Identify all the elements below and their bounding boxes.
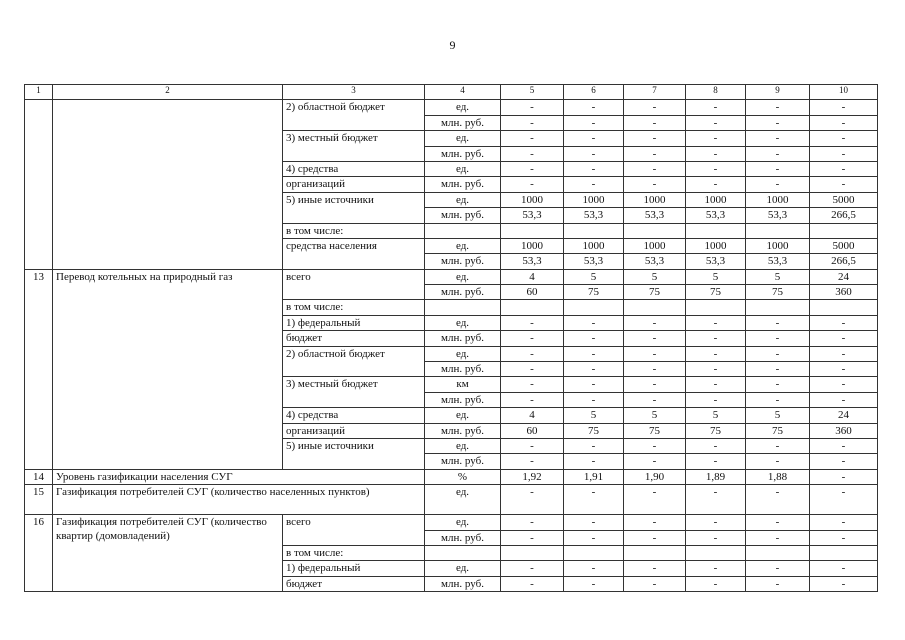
- value-cell: -: [810, 161, 878, 176]
- value-cell: 5: [746, 408, 810, 423]
- empty-cell: [564, 300, 624, 315]
- source-cell: бюджет: [283, 576, 425, 591]
- value-cell: -: [564, 146, 624, 161]
- unit-cell: ед.: [425, 485, 501, 515]
- source-cell: 3) местный бюджет: [283, 131, 425, 162]
- value-cell: -: [624, 177, 686, 192]
- value-cell: -: [624, 362, 686, 377]
- value-cell: -: [686, 315, 746, 330]
- row-name-cell: Газификация потребителей СУГ (количество населенных пунктов): [53, 485, 425, 515]
- value-cell: 60: [501, 285, 564, 300]
- source-cell: средства населения: [283, 238, 425, 269]
- value-cell: -: [624, 315, 686, 330]
- source-cell: 5) иные источники: [283, 438, 425, 469]
- unit-cell: млн. руб.: [425, 208, 501, 223]
- row-number-cell: 15: [25, 485, 53, 515]
- unit-cell: ед.: [425, 315, 501, 330]
- value-cell: -: [501, 377, 564, 392]
- unit-cell: млн. руб.: [425, 285, 501, 300]
- empty-cell: [564, 545, 624, 560]
- unit-cell: ед.: [425, 515, 501, 530]
- value-cell: -: [686, 515, 746, 530]
- value-cell: 4: [501, 269, 564, 284]
- value-cell: 1,89: [686, 469, 746, 484]
- source-cell: 3) местный бюджет: [283, 377, 425, 408]
- value-cell: -: [624, 131, 686, 146]
- unit-cell: ед.: [425, 131, 501, 146]
- value-cell: -: [501, 530, 564, 545]
- value-cell: 53,3: [624, 254, 686, 269]
- page-number: 9: [449, 38, 456, 52]
- empty-cell: [624, 300, 686, 315]
- value-cell: 1000: [501, 192, 564, 207]
- value-cell: 53,3: [564, 208, 624, 223]
- value-cell: 360: [810, 423, 878, 438]
- source-cell: в том числе:: [283, 545, 425, 560]
- value-cell: -: [810, 576, 878, 591]
- value-cell: -: [746, 177, 810, 192]
- unit-cell: ед.: [425, 438, 501, 453]
- value-cell: -: [564, 377, 624, 392]
- source-cell: всего: [283, 269, 425, 300]
- value-cell: -: [501, 331, 564, 346]
- empty-cell: [810, 223, 878, 238]
- empty-cell: [425, 223, 501, 238]
- value-cell: -: [564, 161, 624, 176]
- value-cell: -: [746, 530, 810, 545]
- value-cell: -: [624, 454, 686, 469]
- value-cell: 75: [686, 423, 746, 438]
- value-cell: -: [564, 485, 624, 515]
- empty-cell: [746, 300, 810, 315]
- value-cell: -: [746, 485, 810, 515]
- value-cell: 53,3: [624, 208, 686, 223]
- value-cell: -: [746, 115, 810, 130]
- value-cell: -: [564, 331, 624, 346]
- value-cell: -: [564, 561, 624, 576]
- table-row: [25, 515, 878, 530]
- value-cell: -: [686, 530, 746, 545]
- value-cell: -: [686, 561, 746, 576]
- row-name-cell: Перевод котельных на природный газ: [53, 269, 283, 469]
- value-cell: -: [686, 177, 746, 192]
- source-cell: организаций: [283, 177, 425, 192]
- value-cell: -: [686, 131, 746, 146]
- empty-cell: [746, 223, 810, 238]
- value-cell: -: [624, 438, 686, 453]
- value-cell: -: [564, 115, 624, 130]
- empty-cell: [501, 300, 564, 315]
- value-cell: -: [501, 177, 564, 192]
- value-cell: -: [501, 362, 564, 377]
- row-name-cell: [53, 100, 283, 269]
- value-cell: 1,90: [624, 469, 686, 484]
- value-cell: 360: [810, 285, 878, 300]
- value-cell: -: [810, 362, 878, 377]
- value-cell: 53,3: [686, 208, 746, 223]
- value-cell: 5: [746, 269, 810, 284]
- empty-cell: [564, 223, 624, 238]
- source-cell: 5) иные источники: [283, 192, 425, 223]
- unit-cell: ед.: [425, 192, 501, 207]
- value-cell: 1000: [501, 238, 564, 253]
- empty-cell: [810, 545, 878, 560]
- value-cell: 5: [686, 408, 746, 423]
- unit-cell: млн. руб.: [425, 331, 501, 346]
- empty-cell: [746, 545, 810, 560]
- value-cell: 53,3: [564, 254, 624, 269]
- value-cell: -: [686, 454, 746, 469]
- value-cell: -: [564, 177, 624, 192]
- value-cell: 75: [746, 423, 810, 438]
- value-cell: -: [564, 362, 624, 377]
- value-cell: -: [501, 485, 564, 515]
- value-cell: 75: [746, 285, 810, 300]
- value-cell: 1000: [564, 238, 624, 253]
- value-cell: -: [810, 561, 878, 576]
- empty-cell: [624, 545, 686, 560]
- value-cell: 1,88: [746, 469, 810, 484]
- value-cell: -: [746, 454, 810, 469]
- unit-cell: млн. руб.: [425, 362, 501, 377]
- empty-cell: [501, 545, 564, 560]
- table-row: [25, 485, 878, 515]
- value-cell: 1000: [686, 238, 746, 253]
- value-cell: -: [501, 131, 564, 146]
- unit-cell: млн. руб.: [425, 576, 501, 591]
- value-cell: -: [746, 392, 810, 407]
- value-cell: -: [746, 146, 810, 161]
- empty-cell: [425, 300, 501, 315]
- col-number: 3: [283, 85, 425, 100]
- value-cell: -: [624, 100, 686, 115]
- value-cell: 1,91: [564, 469, 624, 484]
- value-cell: -: [624, 530, 686, 545]
- value-cell: -: [686, 115, 746, 130]
- value-cell: -: [501, 115, 564, 130]
- unit-cell: млн. руб.: [425, 454, 501, 469]
- value-cell: 1000: [564, 192, 624, 207]
- value-cell: 53,3: [501, 254, 564, 269]
- value-cell: -: [686, 377, 746, 392]
- source-cell: бюджет: [283, 331, 425, 346]
- unit-cell: ед.: [425, 238, 501, 253]
- col-number: 9: [746, 85, 810, 100]
- source-cell: 4) средства: [283, 408, 425, 423]
- value-cell: -: [810, 177, 878, 192]
- value-cell: -: [624, 115, 686, 130]
- value-cell: -: [624, 561, 686, 576]
- value-cell: -: [810, 454, 878, 469]
- source-cell: организаций: [283, 423, 425, 438]
- value-cell: -: [501, 161, 564, 176]
- value-cell: 53,3: [746, 254, 810, 269]
- unit-cell: %: [425, 469, 501, 484]
- value-cell: -: [686, 161, 746, 176]
- unit-cell: ед.: [425, 161, 501, 176]
- value-cell: 1000: [686, 192, 746, 207]
- value-cell: -: [564, 576, 624, 591]
- value-cell: 75: [624, 285, 686, 300]
- value-cell: -: [686, 100, 746, 115]
- value-cell: 1000: [746, 238, 810, 253]
- value-cell: -: [686, 362, 746, 377]
- value-cell: -: [624, 377, 686, 392]
- empty-cell: [425, 545, 501, 560]
- empty-cell: [686, 300, 746, 315]
- value-cell: -: [686, 146, 746, 161]
- table-row: [25, 100, 878, 115]
- value-cell: 75: [564, 285, 624, 300]
- value-cell: -: [810, 392, 878, 407]
- value-cell: -: [501, 146, 564, 161]
- value-cell: -: [624, 161, 686, 176]
- value-cell: -: [810, 469, 878, 484]
- source-cell: 2) областной бюджет: [283, 346, 425, 377]
- value-cell: -: [746, 362, 810, 377]
- row-name-cell: Газификация потребителей СУГ (количество квартир (домовладений): [53, 515, 283, 592]
- value-cell: -: [624, 576, 686, 591]
- value-cell: -: [564, 438, 624, 453]
- value-cell: 266,5: [810, 208, 878, 223]
- value-cell: 75: [686, 285, 746, 300]
- value-cell: -: [686, 346, 746, 361]
- value-cell: 24: [810, 269, 878, 284]
- value-cell: -: [810, 100, 878, 115]
- table-row: [25, 469, 878, 484]
- col-number: 6: [564, 85, 624, 100]
- value-cell: 5: [564, 269, 624, 284]
- value-cell: 60: [501, 423, 564, 438]
- value-cell: -: [564, 131, 624, 146]
- value-cell: -: [564, 346, 624, 361]
- value-cell: -: [810, 515, 878, 530]
- source-cell: в том числе:: [283, 223, 425, 238]
- value-cell: -: [564, 100, 624, 115]
- value-cell: -: [564, 454, 624, 469]
- value-cell: 53,3: [501, 208, 564, 223]
- value-cell: -: [501, 315, 564, 330]
- table-row: [25, 269, 878, 284]
- value-cell: -: [746, 315, 810, 330]
- value-cell: -: [810, 438, 878, 453]
- unit-cell: ед.: [425, 100, 501, 115]
- value-cell: -: [686, 438, 746, 453]
- value-cell: -: [746, 576, 810, 591]
- col-number: 1: [25, 85, 53, 100]
- unit-cell: млн. руб.: [425, 392, 501, 407]
- value-cell: 1000: [746, 192, 810, 207]
- value-cell: -: [624, 346, 686, 361]
- value-cell: -: [501, 561, 564, 576]
- value-cell: -: [746, 515, 810, 530]
- value-cell: 5: [624, 269, 686, 284]
- value-cell: -: [686, 392, 746, 407]
- unit-cell: млн. руб.: [425, 423, 501, 438]
- value-cell: 1,92: [501, 469, 564, 484]
- col-number: 5: [501, 85, 564, 100]
- value-cell: 5000: [810, 192, 878, 207]
- value-cell: -: [564, 530, 624, 545]
- value-cell: 5: [564, 408, 624, 423]
- value-cell: 1000: [624, 238, 686, 253]
- unit-cell: ед.: [425, 269, 501, 284]
- data-table: [24, 84, 878, 592]
- value-cell: 75: [564, 423, 624, 438]
- row-number-cell: [25, 100, 53, 269]
- value-cell: -: [746, 346, 810, 361]
- value-cell: -: [564, 392, 624, 407]
- empty-cell: [686, 223, 746, 238]
- unit-cell: км: [425, 377, 501, 392]
- value-cell: 266,5: [810, 254, 878, 269]
- col-number: 10: [810, 85, 878, 100]
- value-cell: -: [810, 346, 878, 361]
- row-number-cell: 13: [25, 269, 53, 469]
- value-cell: -: [746, 100, 810, 115]
- col-number: 2: [53, 85, 283, 100]
- source-cell: 1) федеральный: [283, 315, 425, 330]
- value-cell: -: [746, 161, 810, 176]
- value-cell: -: [501, 346, 564, 361]
- value-cell: -: [746, 438, 810, 453]
- value-cell: -: [810, 377, 878, 392]
- value-cell: -: [810, 485, 878, 515]
- value-cell: -: [810, 315, 878, 330]
- value-cell: -: [686, 331, 746, 346]
- value-cell: 75: [624, 423, 686, 438]
- source-cell: 1) федеральный: [283, 561, 425, 576]
- source-cell: 2) областной бюджет: [283, 100, 425, 131]
- value-cell: -: [501, 392, 564, 407]
- value-cell: -: [810, 146, 878, 161]
- col-number: 8: [686, 85, 746, 100]
- row-name-cell: Уровень газификации населения СУГ: [53, 469, 425, 484]
- column-number-row: [25, 85, 878, 100]
- unit-cell: млн. руб.: [425, 177, 501, 192]
- value-cell: -: [564, 515, 624, 530]
- value-cell: 5: [624, 408, 686, 423]
- value-cell: -: [686, 485, 746, 515]
- unit-cell: ед.: [425, 408, 501, 423]
- value-cell: 5: [686, 269, 746, 284]
- unit-cell: млн. руб.: [425, 530, 501, 545]
- row-number-cell: 14: [25, 469, 53, 484]
- value-cell: -: [810, 530, 878, 545]
- value-cell: -: [501, 576, 564, 591]
- value-cell: 53,3: [746, 208, 810, 223]
- value-cell: -: [501, 100, 564, 115]
- value-cell: 5000: [810, 238, 878, 253]
- empty-cell: [686, 545, 746, 560]
- value-cell: -: [501, 438, 564, 453]
- value-cell: 53,3: [686, 254, 746, 269]
- source-cell: в том числе:: [283, 300, 425, 315]
- empty-cell: [810, 300, 878, 315]
- value-cell: -: [810, 331, 878, 346]
- source-cell: всего: [283, 515, 425, 546]
- value-cell: -: [624, 515, 686, 530]
- value-cell: -: [564, 315, 624, 330]
- unit-cell: млн. руб.: [425, 254, 501, 269]
- value-cell: -: [746, 331, 810, 346]
- source-cell: 4) средства: [283, 161, 425, 176]
- unit-cell: ед.: [425, 346, 501, 361]
- unit-cell: ед.: [425, 561, 501, 576]
- value-cell: -: [624, 146, 686, 161]
- col-number: 4: [425, 85, 501, 100]
- value-cell: -: [624, 331, 686, 346]
- value-cell: -: [501, 515, 564, 530]
- empty-cell: [501, 223, 564, 238]
- value-cell: -: [746, 561, 810, 576]
- unit-cell: млн. руб.: [425, 115, 501, 130]
- value-cell: -: [624, 392, 686, 407]
- col-number: 7: [624, 85, 686, 100]
- value-cell: 1000: [624, 192, 686, 207]
- value-cell: -: [624, 485, 686, 515]
- value-cell: -: [746, 377, 810, 392]
- unit-cell: млн. руб.: [425, 146, 501, 161]
- empty-cell: [624, 223, 686, 238]
- row-number-cell: 16: [25, 515, 53, 592]
- value-cell: -: [746, 131, 810, 146]
- value-cell: 24: [810, 408, 878, 423]
- value-cell: 4: [501, 408, 564, 423]
- value-cell: -: [501, 454, 564, 469]
- value-cell: -: [810, 131, 878, 146]
- value-cell: -: [686, 576, 746, 591]
- value-cell: -: [810, 115, 878, 130]
